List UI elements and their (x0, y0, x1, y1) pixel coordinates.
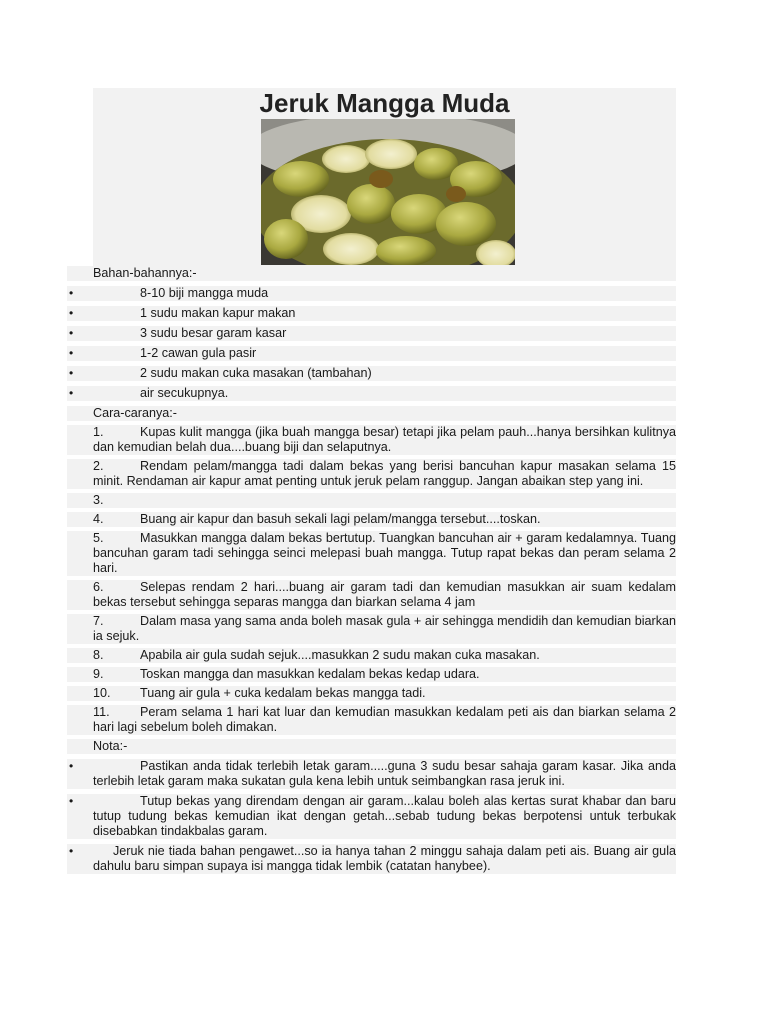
step-item (67, 667, 676, 682)
step-number: 1. (93, 425, 104, 439)
step-text: Dalam masa yang sama anda boleh masak gula + air sehingga mendidih dan kemudian biarkan ia sejuk. (93, 614, 676, 643)
bullet-marker: • (69, 794, 74, 808)
step-number: 6. (93, 580, 104, 594)
bullet-marker: • (69, 306, 74, 320)
note-text: Pastikan anda tidak terlebih letak garam.....guna 3 sudu besar sahaja garam kasar. Jika anda terlebih letak garam maka sukatan gula kena lebih untuk seimbangkan rasa jeruk ini. (93, 759, 676, 788)
steps-list (67, 425, 676, 735)
pickled-mango-illustration (261, 119, 515, 265)
step-number: 11. (93, 705, 110, 719)
bullet-marker: • (69, 326, 74, 340)
step-text: Kupas kulit mangga (jika buah mangga besar) tetapi jika pelam pauh...hanya bersihkan kulitnya dan kemudian belah dua....buang biji dan selaputnya. (93, 425, 676, 454)
step-number: 8. (93, 648, 104, 662)
pickled-mango-photo (261, 119, 515, 265)
page-title: Jeruk Mangga Muda (259, 88, 510, 118)
notes-heading: Nota:- (67, 739, 676, 754)
step-item (67, 493, 676, 508)
step-text: Selepas rendam 2 hari....buang air garam tadi dan kemudian masukkan air suam kedalam bekas tersebut sehingga separas mangga dan biarkan selama 4 jam (93, 580, 676, 609)
ingredient-item (67, 306, 676, 321)
step-item (67, 531, 676, 576)
step-number: 5. (93, 531, 104, 545)
step-item (67, 705, 676, 735)
step-text: Peram selama 1 hari kat luar dan kemudian masukkan kedalam peti ais dan biarkan selama 2 hari lagi sebelum boleh dimakan. (93, 705, 676, 734)
ingredient-item (67, 326, 676, 341)
ingredient-item (67, 346, 676, 361)
step-item (67, 614, 676, 644)
step-number: 3. (93, 493, 104, 507)
bullet-marker: • (69, 844, 74, 858)
step-text: Tuang air gula + cuka kedalam bekas mangga tadi. (140, 686, 426, 700)
ingredient-text: 3 sudu besar garam kasar (140, 326, 287, 340)
notes-list (67, 759, 676, 874)
step-number: 10. (93, 686, 111, 700)
ingredient-item (67, 366, 676, 381)
step-item (67, 686, 676, 701)
ingredient-text: 1 sudu makan kapur makan (140, 306, 296, 320)
bullet-marker: • (69, 346, 74, 360)
ingredients-list (67, 286, 676, 401)
bullet-marker: • (69, 366, 74, 380)
step-number: 7. (93, 614, 104, 628)
step-item (67, 425, 676, 455)
ingredient-text: 2 sudu makan cuka masakan (tambahan) (140, 366, 372, 380)
method-heading: Cara-caranya:- (67, 406, 676, 421)
note-item (67, 844, 676, 874)
ingredient-text: 8-10 biji mangga muda (140, 286, 269, 300)
ingredient-text: 1-2 cawan gula pasir (140, 346, 257, 360)
step-text: Rendam pelam/mangga tadi dalam bekas yang berisi bancuhan kapur masakan selama 15 minit. Rendaman air kapur amat penting untuk jeruk pelam ranggup. Jangan abaikan step yang ini. (93, 459, 676, 488)
note-text: Jeruk nie tiada bahan pengawet...so ia hanya tahan 2 minggu sahaja dalam peti ais. Buang air gula dahulu baru simpan supaya isi mangga tidak lembik (catatan hanybee). (93, 844, 676, 873)
note-item (67, 759, 676, 789)
ingredient-item (67, 286, 676, 301)
ingredient-text: air secukupnya. (140, 386, 229, 400)
step-text: Apabila air gula sudah sejuk....masukkan 2 sudu makan cuka masakan. (140, 648, 540, 662)
step-item (67, 512, 676, 527)
bullet-marker: • (69, 759, 74, 773)
step-text: Buang air kapur dan basuh sekali lagi pelam/mangga tersebut....toskan. (140, 512, 541, 526)
step-number: 4. (93, 512, 104, 526)
ingredient-item (67, 386, 676, 401)
note-item (67, 794, 676, 839)
step-item (67, 459, 676, 489)
bullet-marker: • (69, 386, 74, 400)
step-number: 2. (93, 459, 104, 473)
step-number: 9. (93, 667, 104, 681)
recipe-content (67, 266, 676, 874)
bullet-marker: • (69, 286, 74, 300)
step-text: Masukkan mangga dalam bekas bertutup. Tuangkan bancuhan air + garam kedalamnya. Tuang bancuhan garam tadi sehingga seinci melepasi buah mangga. Tutup rapat bekas dan peram selama 2 hari. (93, 531, 676, 575)
note-text: Tutup bekas yang direndam dengan air garam...kalau boleh alas kertas surat khabar dan baru tutup tudung bekas kemudian ikat dengan getah...sebab tudung bekas berpotensi untuk terbukak disebabkan tindakbalas garam. (93, 794, 676, 838)
step-text: Toskan mangga dan masukkan kedalam bekas kedap udara. (140, 667, 480, 681)
step-item (67, 580, 676, 610)
ingredients-heading: Bahan-bahannya:- (67, 266, 676, 281)
step-item (67, 648, 676, 663)
